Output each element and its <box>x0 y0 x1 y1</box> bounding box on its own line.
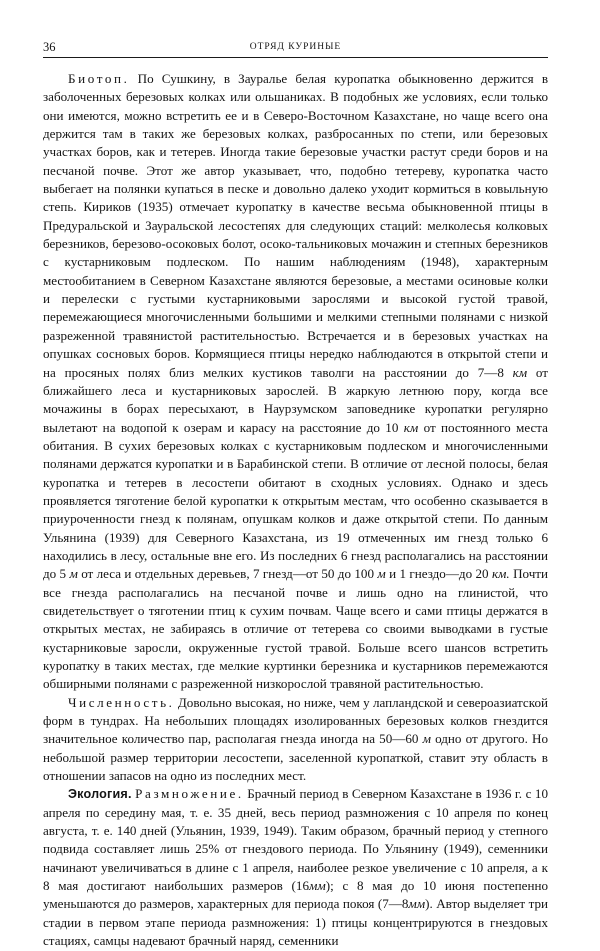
heading-ecology: Экология. <box>68 787 132 802</box>
term-biotope: Биотоп. <box>68 71 130 86</box>
paragraph-abundance <box>43 694 548 786</box>
biotope-text-5: и 1 гнездо—до 20 <box>389 566 489 582</box>
header-rule <box>43 57 548 58</box>
unit-m-2: м <box>377 566 386 582</box>
ecology-text-3: ). Автор выделяет три стадии в первом этапе периода размножения: 1) птицы концентрируются в гнездовых стациях, самцы надевают брачный наряд, семенники <box>43 896 549 949</box>
unit-m-1: м <box>69 566 78 582</box>
term-abundance: Численность. <box>68 694 175 710</box>
abundance-text-2: одно от другого. Но небольшой размер территории лесостепи, заселенной куропаткой, ставит эту область в отношении запасов на одно из последних мест. <box>43 731 549 784</box>
page-number: 36 <box>43 40 56 54</box>
unit-m-3: м <box>422 731 431 747</box>
unit-mm-2: мм <box>408 896 426 912</box>
unit-km-3: км. <box>491 566 510 582</box>
body-text <box>43 70 548 951</box>
abundance-text-1: Довольно высокая, но ниже, чем у лапландской и североазиатской форм в тундрах. На небольших площадях изолированных березовых колков гнездится значительное количество пар, располагая гнезда иногда на 50—60 <box>43 694 548 747</box>
biotope-text-6: Почти все гнезда располагались на песчаной почве и лишь одно на глинистой, что свидетельствует о тяготении птиц к сухим почвам. Чаще всего и сами птицы держатся в открытых местах, не забираясь в отличие от тетерева со своими выводками в густые кустарниковые заросли, окруженные густой травой. Больше всего шансов встретить куропатку в таких местах, где мелкие куртинки березника и кустарников перемежаются обширными полянами с разреженной низкорослой травяной растительностью. <box>43 566 549 692</box>
unit-mm-1: мм <box>309 878 326 894</box>
ecology-text-1: Брачный период в Северном Казахстане в 1936 г. с 10 апреля по середину мая, т. е. 35 дней, весь период размножения с 10 апреля по конец августа, т. е. 140 дней (Ульянин, 1939, 1949). Таким образом, брачный период у степного подвида составляет лишь 25% от гнездового периода. По Ульянину (1949), семенники начинают увеличиваться в длине с 1 апреля, наиболее резкое увеличение с 10 апреля, а к 8 мая достигают наибольших размеров (16 <box>43 786 548 894</box>
biotope-text-1: По Сушкину, в Зауралье белая куропатка обыкновенно держится в заболоченных березовых колках или ольшаниках. В подобных же условиях, если только они имеются, можно встретить ее и в Северо-Восточном Казахстане, но чаще всего она держится там в таких же березовых колках, разбросанных по степи, или березовых участках боров, как и тетерев. Иногда такие березовые участки растут среди боров и на песчаной почве. Этот же автор указывает, что, подобно тетереву, куропатка часто выбегает на полянки купаться в песке и довольно далеко уходит кормиться в ковыльную степь. Кириков (1935) отмечает куропатку в качестве весьма обыкновенной птицы в Предуральской и Зауральской лесостепях для следующих стаций: мелколесья колковых березников, березово-осоковых болот, осоко-тальниковых мочажин и степных березников с кустарниковым подлеском. По нашим наблюдениям (1948), характерным местообитанием в Северном Казахстане являются березовые, а местами осиновые колки и перелески с густыми кустарниковыми зарослями и высокой густой травой, перемежающиеся многочисленными большими и мелкими степными полянами с низкой разреженной травянистой растительностью. Встречается и в березовых участках на опушках сосновых боров. Кормящиеся птицы нередко наблюдаются в открытой степи и на просяных полях близ мелких кустиков таволги на расстоянии до 7—8 <box>43 71 549 380</box>
ecology-text-2: ); с 8 мая до 10 июня постепенно уменьшаются до размеров, характерных для периода покоя (7—8 <box>43 878 549 912</box>
term-reproduction: Размножение. <box>135 786 244 802</box>
paragraph-biotope <box>43 70 548 694</box>
biotope-text-2: от ближайшего леса и кустарниковых зарослей. В жаркую летнюю пору, когда все мочажины в борах пересыхают, в Наурзумском заповеднике куропатки регулярно вылетают на водопой к озерам и карасу на расстояние до 10 <box>43 364 549 435</box>
unit-km-1: км <box>512 364 528 380</box>
biotope-text-3: от постоянного места обитания. В сухих березовых колках с кустарниковым подлеском и многочисленными полянами держатся куропатки и в Барабинской степи. В отличие от лесной полосы, белая куропатка и тетерев в лесостепи обитают в сходных условиях. Однако и здесь проявляется тяготение белой куропатки к открытым местам, что особенно сказывается в приуроченности гнезд к полянам, опушкам колков и даже открытой степи. По данным Ульянина (1939) для Северного Казахстана, из 19 отмеченных им гнезд только 6 находились в лесу, остальные вне его. Из последних 6 гнезд располагались на расстоянии до 5 <box>43 419 548 582</box>
unit-km-2: км <box>403 419 419 435</box>
paragraph-ecology <box>43 785 548 950</box>
page-header <box>43 38 548 56</box>
running-head: ОТРЯД КУРИНЫЕ <box>249 42 342 52</box>
biotope-text-4: от леса и отдельных деревьев, 7 гнезд—от 50 до 100 <box>81 566 375 582</box>
